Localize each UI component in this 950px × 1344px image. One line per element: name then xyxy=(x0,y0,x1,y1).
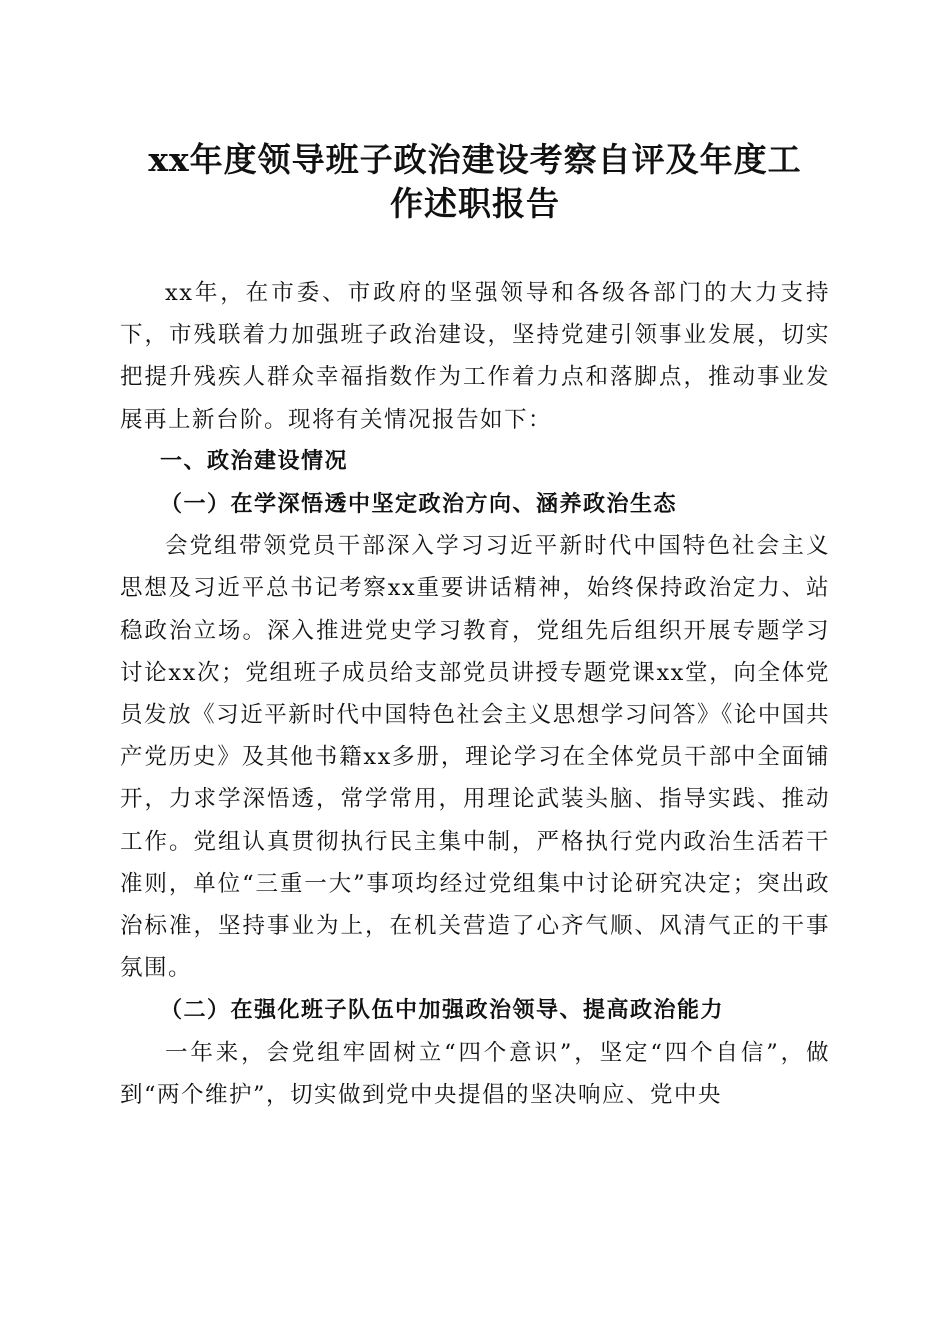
document-title xyxy=(100,138,850,226)
document-body xyxy=(120,272,830,1116)
subsection-1-paragraph: 会党组带领党员干部深入学习习近平新时代中国特色社会主义思想及习近平总书记考察xx重要讲话精神，始终保持政治定力、站稳政治立场。深入推进党史学习教育，党组先后组织开展专题学习讨论xx次；党组班子成员给支部党员讲授专题党课xx堂，向全体党员发放《习近平新时代中国特色社会主义思想学习问答》《论中国共产党历史》及其他书籍xx多册，理论学习在全体党员干部中全面铺开，力求学深悟透，常学常用，用理论武装头脑、指导实践、推动工作。党组认真贯彻执行民主集中制，严格执行党内政治生活若干准则，单位“三重一大”事项均经过党组集中讨论研究决定；突出政治标准，坚持事业为上，在机关营造了心齐气顺、风清气正的干事氛围。 xyxy=(120,533,830,982)
subsection-2-paragraph: 一年来，会党组牢固树立“四个意识”，坚定“四个自信”，做到“两个维护”，切实做到党中央提倡的坚决响应、党中央 xyxy=(120,1039,830,1108)
subsection-heading-2: （二）在强化班子队伍中加强政治领导、提高政治能力 xyxy=(160,997,725,1024)
subsection-heading-1: （一）在学深悟透中坚定政治方向、涵养政治生态 xyxy=(160,491,678,518)
title-line-2: 作述职报告 xyxy=(390,184,560,223)
section-heading-political-construction: 一、政治建设情况 xyxy=(160,448,349,474)
intro-paragraph: xx年，在市委、市政府的坚强领导和各级各部门的大力支持下，市残联着力加强班子政治建设，坚持党建引领事业发展，切实把提升残疾人群众幸福指数作为工作着力点和落脚点，推动事业发展再上新台阶。现将有关情况报告如下： xyxy=(120,280,830,433)
title-line-1: xx年度领导班子政治建设考察自评及年度工 xyxy=(148,140,802,179)
